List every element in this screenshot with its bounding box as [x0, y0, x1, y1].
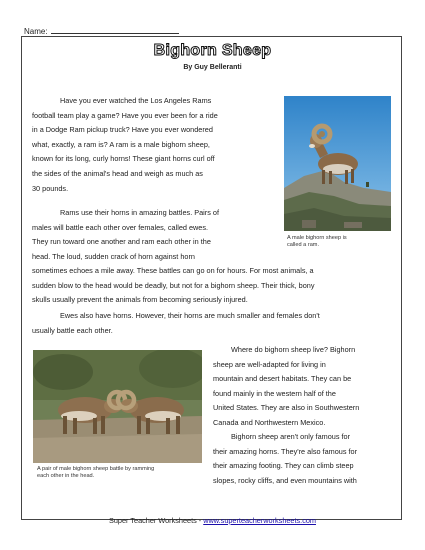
ram-photo: [284, 96, 391, 231]
name-label: Name:: [24, 27, 48, 36]
battling-rams-illustration: [33, 350, 202, 463]
paragraph-1: [32, 94, 218, 196]
text-line: skulls usually prevent the animals from becoming seriously injured.: [32, 295, 248, 305]
battling-rams-caption: [37, 466, 207, 480]
text-line: usually battle each other.: [32, 325, 113, 335]
caption-line: A pair of male bighorn sheep battle by ramming: [37, 466, 155, 472]
text-line: football team play a game? Have you ever been for a ride: [32, 110, 218, 120]
text-line: 30 pounds.: [32, 183, 69, 193]
text-line: Rams use their horns in amazing battles. Pairs of: [60, 208, 219, 217]
text-line: Bighorn sheep aren't only famous for: [231, 432, 351, 441]
text-line: They run toward one another and ram each other in the: [32, 237, 211, 247]
text-line: known for its long, curly horns! These giant horns curl off: [32, 154, 215, 164]
paragraph-2-continued: [32, 264, 314, 308]
name-row: [24, 26, 179, 36]
paragraph-5: [213, 430, 357, 488]
text-line: Ewes also have horns. However, their horns are much smaller and females don't: [60, 311, 320, 320]
caption-line: A male bighorn sheep is: [287, 235, 347, 241]
footer: [0, 516, 425, 525]
paragraph-2: [32, 206, 219, 264]
text-line: Where do bighorn sheep live? Bighorn: [231, 345, 356, 354]
text-line: their amazing footing. They can climb steep: [213, 461, 354, 471]
text-line: sheep are well-adapted for living in: [213, 359, 326, 369]
battling-rams-photo: [33, 350, 202, 463]
text-line: their amazing horns. They're also famous for: [213, 446, 358, 456]
ram-illustration: [284, 96, 391, 231]
ram-photo-caption: [287, 235, 391, 249]
paragraph-4: [213, 343, 359, 431]
text-line: found mainly in the western half of the: [213, 388, 336, 398]
footer-link[interactable]: www.superteacherworksheets.com: [203, 516, 316, 525]
text-line: Have you ever watched the Los Angeles Rams: [60, 96, 212, 105]
text-line: sometimes echoes a mile away. These battles can go on for hours. For most animals, a: [32, 266, 314, 275]
name-field[interactable]: [51, 26, 179, 34]
author-byline: By Guy Belleranti: [183, 64, 242, 71]
text-line: in a Dodge Ram pickup truck? Have you ever wondered: [32, 125, 213, 135]
caption-line: each other in the head.: [37, 473, 95, 479]
text-line: slopes, rocky cliffs, and even mountains with: [213, 475, 357, 485]
text-line: head. The loud, sudden crack of horn against horn: [32, 251, 195, 261]
text-line: what, exactly, a ram is? A ram is a male bighorn sheep,: [32, 139, 210, 149]
footer-text: Super Teacher Worksheets -: [109, 516, 204, 525]
paragraph-3: [32, 309, 320, 338]
text-line: the sides of the animal's head and weigh as much as: [32, 168, 203, 178]
text-line: sudden blow to the head would be deadly, but not for a bighorn sheep. Their thick, bony: [32, 280, 315, 290]
text-line: males will battle each other over females, called ewes.: [32, 222, 209, 232]
text-line: Canada and Northwestern Mexico.: [213, 417, 326, 427]
text-line: mountain and desert habitats. They can be: [213, 374, 352, 384]
caption-line: called a ram.: [287, 242, 320, 248]
page-title: Bighorn Sheep: [153, 42, 272, 59]
text-line: United States. They are also in Southwestern: [213, 403, 360, 413]
